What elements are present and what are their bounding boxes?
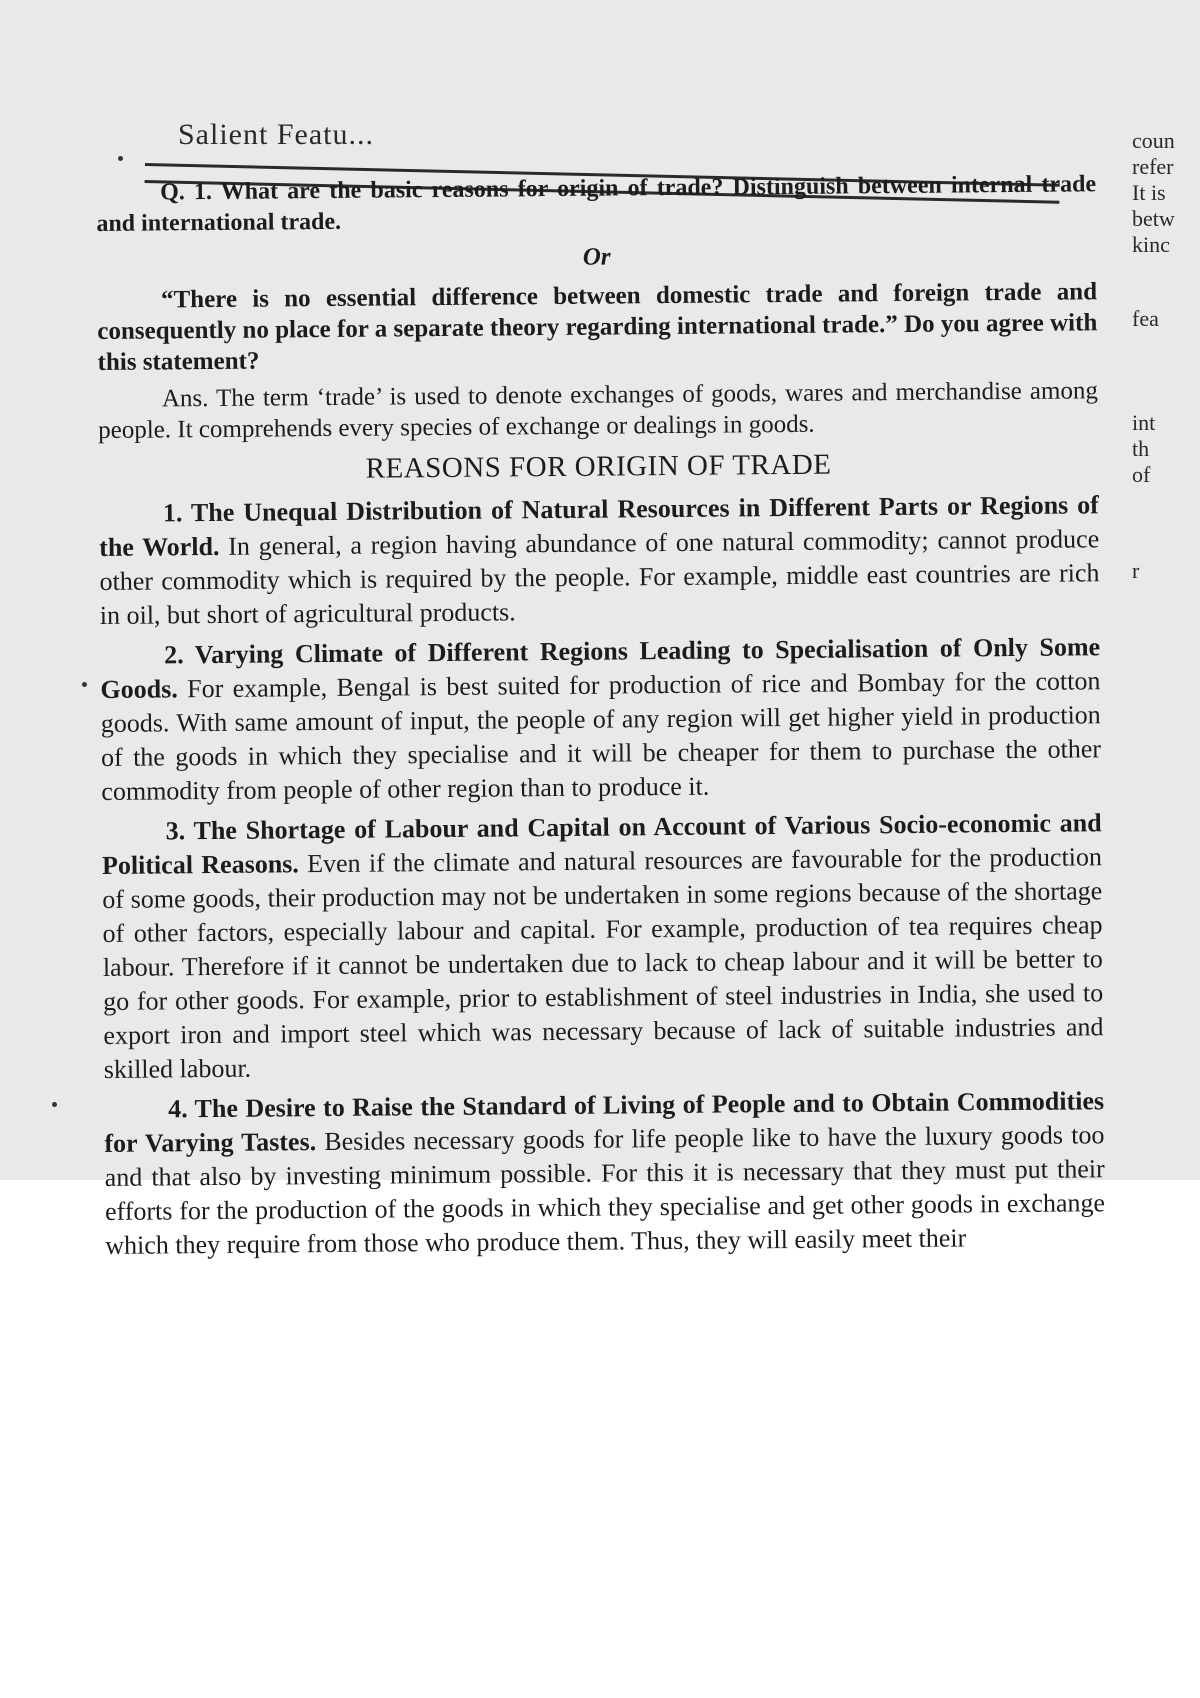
margin-fragment: It is [1132, 180, 1166, 205]
reason-1 [99, 488, 1100, 633]
bullet-mark [118, 156, 123, 161]
reason-2 [100, 630, 1101, 809]
reason-1-heading: 1. The Unequal Distribution of Natural Resources in Different Parts or Regions of the World. [99, 490, 1100, 562]
margin-fragment: coun [1132, 128, 1175, 153]
reason-4 [104, 1084, 1105, 1263]
or-label: Or [582, 243, 611, 271]
reason-3-heading: 3. The Shortage of Labour and Capital on Account of Various Socio-economic and Political Reasons. [101, 808, 1102, 880]
running-header: Salient Featu... [178, 118, 374, 151]
reason-4-heading: 4. The Desire to Raise the Standard of Living of People and to Obtain Commodities for Varying Tastes. [104, 1086, 1105, 1158]
margin-fragment: r [1132, 558, 1140, 583]
reason-4-body: Besides necessary goods for life people like to have the luxury goods too and that also by investing minimum possible. For this it is necessary that they must put their efforts for the production of the goods in which they specialise and get other goods in exchange which they require from those who produce them. Thus, they will easily meet their [104, 1120, 1106, 1260]
reason-3 [102, 806, 1104, 1087]
adjacent-page-fragments [1132, 128, 1200, 588]
bullet-mark [82, 682, 87, 687]
margin-fragment: kinc [1132, 232, 1170, 257]
margin-fragment: betw [1132, 206, 1175, 231]
reason-2-body: For example, Bengal is best suited for production of rice and Bombay for the cotton goods. With same amount of input, the people of any region will get higher yield in production of the goods in which they specialise and it will be cheaper for them to purchase the other commodity from people of other region than to produce it. [100, 666, 1102, 806]
margin-fragment: fea [1132, 306, 1159, 331]
quoted-statement: “There is no essential difference between domestic trade and foreign trade and consequently no place for a separate theory regarding international trade.” Do you agree with this statement? [97, 278, 1098, 376]
reason-1-body: In general, a region having abundance of one natural commodity; cannot produce other commodity which is required by the people. For example, middle east countries are rich in oil, but short of agricultural products. [99, 524, 1100, 630]
margin-fragment: of [1132, 462, 1151, 487]
section-heading: REASONS FOR ORIGIN OF TRADE [365, 448, 832, 485]
margin-fragment: int [1132, 410, 1156, 435]
main-text [96, 169, 1105, 1269]
margin-fragment: refer [1132, 154, 1174, 179]
margin-fragment: th [1132, 436, 1150, 461]
bullet-mark [52, 1102, 57, 1107]
reason-3-body: Even if the climate and natural resources are favourable for the production of some goods, their production may not be undertaken in some regions because of the shortage of other factors, especially labour and capital. For example, production of tea requires cheap labour. Therefore if it cannot be undertaken due to lack to cheap labour and it will be better to go for other goods. For example, prior to establishment of steel industries in India, she used to export iron and import steel which was necessary because of lack of suitable industries and skilled labour. [102, 842, 1104, 1084]
reason-2-heading: 2. Varying Climate of Different Regions Leading to Specialisation of Only Some Goods. [100, 632, 1101, 704]
answer-intro: Ans. The term ‘trade’ is used to denote exchanges of goods, wares and merchandise among people. It comprehends every species of exchange or dealings in goods. [98, 377, 1099, 444]
question: Q. 1. What are the basic reasons for origin of trade? Distinguish between internal trade and international trade. [96, 171, 1097, 237]
